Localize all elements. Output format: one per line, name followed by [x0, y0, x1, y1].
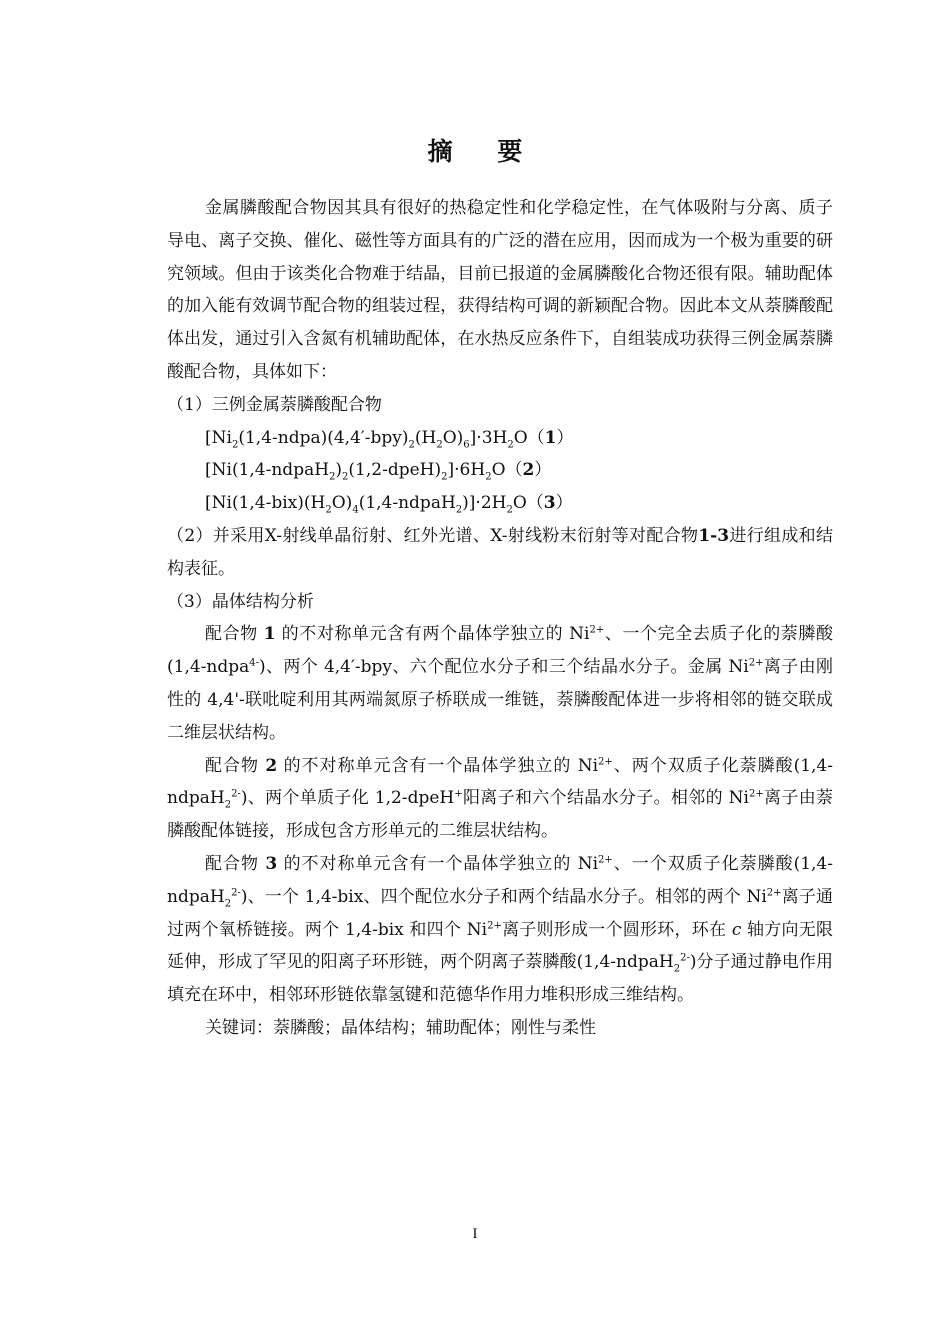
intro-paragraph: 金属膦酸配合物因其具有很好的热稳定性和化学稳定性，在气体吸附与分离、质子导电、离子交换、催化、磁性等方面具有的广泛的潜在应用，因而成为一个极为重要的研究领域。但由于该类化合物难于结晶，目前已报道的金属膦酸化合物还很有限。辅助配体的加入能有效调节配合物的组装过程，获得结构可调的新颖配合物。因此本文从萘膦酸配体出发，通过引入含氮有机辅助配体，在水热反应条件下，自组装成功获得三例金属萘膦酸配合物，具体如下：: [167, 198, 833, 382]
page-number: I: [472, 1226, 478, 1242]
abstract-body: [167, 192, 833, 1045]
section-3-heading: （3）晶体结构分析: [167, 591, 314, 612]
compound-2-analysis: 配合物 2 的不对称单元含有一个晶体学独立的 $Ni^{2+}$、两个双质子化萘膦酸(1,4-ndpaH$_2^{2-}$)、两个单质子化 1,2-dpeH+阳离子和六个结晶水分子。相邻的 $Ni^{2+}$离子由萘膦酸配体链接，形成包含方形单元的二维层状结构。: [167, 755, 834, 842]
section-2-text-b: 进行组成和结构表征。: [167, 525, 834, 579]
compound-1-formula: $[Ni_2(1,4-ndpa)(4,4'-bpy)_2(H_2O)_6]\cdot 3H_2O(1)$: [205, 427, 574, 450]
compound-range: 1-3: [698, 525, 730, 546]
section-2-paragraph: [167, 520, 833, 586]
section-1-heading: （1）三例金属萘膦酸配合物: [167, 394, 382, 415]
section-2-text-a: （2）并采用X-射线单晶衍射、红外光谱、X-射线粉末衍射等对配合物: [167, 525, 699, 546]
compound-3-analysis: 配合物 3 的不对称单元含有一个晶体学独立的 $Ni^{2+}$、一个双质子化萘膦酸(1,4-ndpaH$_2^{2-}$)、一个 1,4-bix、四个配位水分子和两个结晶水分子。相邻的两个 $Ni^{2+}$离子通过两个氧桥链接。两个 1,4-bix 和四个 $Ni^{2+}$离子则形成一个圆形环，环在 c 轴方向无限延伸，形成了罕见的阳离子环形链，两个阴离子萘膦酸(1,4-ndpaH$_2^{2-}$)分子通过静电作用填充在环中，相邻环形链依靠氢键和范德华作用力堆积形成三维结构。: [167, 853, 834, 1006]
page-title: 摘 要: [427, 137, 541, 166]
compound-1-analysis: 配合物 1 的不对称单元含有两个晶体学独立的 $Ni^{2+}$、一个完全去质子化的萘膦酸(1,4-ndpa$^{4-}$)、两个 4,4′-bpy、六个配位水分子和三个结晶水分子。金属 $Ni^{2+}$离子由刚性的 4,4'-联吡啶利用其两端氮原子桥联成一维链，萘膦酸配体进一步将相邻的链交联成二维层状结构。: [167, 624, 834, 743]
compound-3-formula: $[Ni(1,4-bix)(H_2O)_4(1,4-ndpaH_2)]\cdot 2H_2O(3)$: [205, 493, 573, 516]
keywords: 关键词：萘膦酸；晶体结构；辅助配体；刚性与柔性: [205, 1017, 596, 1038]
compound-2-formula: $[Ni(1,4-ndpaH_2)_2(1,2-dpeH)_2]\cdot 6H_2O(2)$: [205, 460, 552, 483]
